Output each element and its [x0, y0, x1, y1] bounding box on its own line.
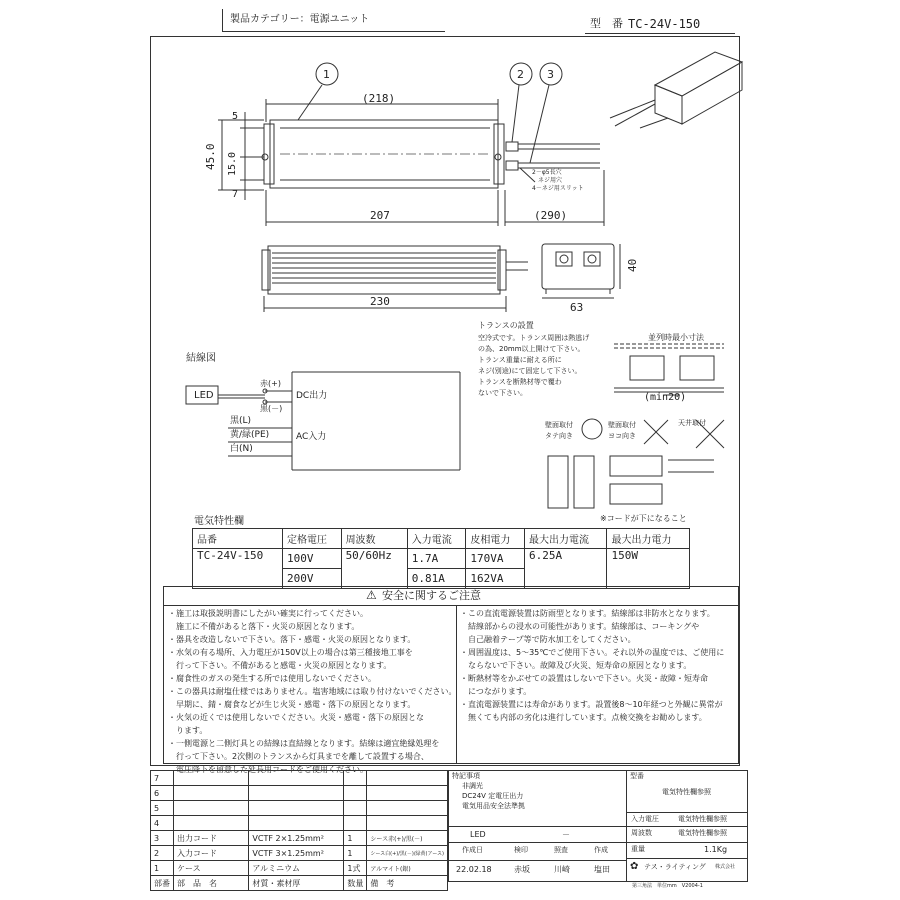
bom-header: 部番	[151, 876, 174, 891]
wiring-yellow-green: 黄/緑(PE)	[230, 430, 270, 440]
safety-right-line: につながります。	[460, 687, 532, 696]
header-category: 製品カテゴリー：電源ユニット	[230, 14, 370, 25]
bom-header: 備 考	[367, 876, 448, 891]
bom-qty: 1	[344, 846, 367, 861]
footer-note: 第三角法 単位mm V2004-1	[632, 883, 703, 889]
bom-note: シース白(+)/黒(－)/緑黄(アース)	[367, 846, 448, 861]
bom-qty	[344, 801, 367, 816]
safety-left-line: ります。	[168, 726, 208, 735]
safety-left-line: ・施工は取扱説明書にしたがい確実に行ってください。	[168, 609, 368, 618]
bom-note	[367, 771, 448, 786]
title-row-line	[626, 858, 748, 859]
spec-header: 皮相電力	[466, 529, 525, 549]
company-suffix: 株式会社	[715, 864, 736, 870]
spec-freq: 50/60Hz	[341, 549, 407, 589]
cord-note: ※コードが下になること	[600, 514, 687, 523]
bom-header: 数量	[344, 876, 367, 891]
spec-va: 162VA	[466, 569, 525, 589]
bom-part: ケース	[174, 861, 249, 876]
make-value: 塩田	[594, 865, 610, 874]
dim-end-width: 63	[570, 301, 584, 314]
bom-note: シース赤(+)/黒(－)	[367, 831, 448, 846]
wiring-black-minus: 黒(－)	[260, 404, 283, 413]
spec-va: 170VA	[466, 549, 525, 569]
date-value: 22.02.18	[456, 865, 492, 874]
callout-1: 1	[323, 68, 330, 81]
tb-weight-label: 重量	[631, 845, 645, 853]
company-logo-icon: ✿	[630, 861, 639, 872]
safety-left-line: ・この器具は耐塩仕様ではありません。塩害地域には取り付けないでください。	[168, 687, 457, 696]
bom-header: 部 品 名	[174, 876, 249, 891]
bom-note	[367, 786, 448, 801]
bom-row	[151, 801, 448, 816]
bom-no: 4	[151, 816, 174, 831]
bom-no: 7	[151, 771, 174, 786]
tb-freq-value: 電気特性欄参照	[678, 829, 727, 837]
note-line: DC24V 定電圧出力	[462, 792, 524, 800]
bom-material	[249, 786, 344, 801]
dim-bottom-length: 230	[370, 295, 390, 308]
check-label: 検印	[514, 846, 528, 854]
safety-title: 安全に関するご注意	[382, 589, 481, 602]
dim-7: 7	[232, 189, 239, 200]
title-row-line	[626, 826, 748, 827]
spec-out-current: 6.25A	[524, 549, 607, 589]
install-title: トランスの設置	[478, 321, 534, 330]
title-row-line	[448, 826, 626, 827]
bom-no: 6	[151, 786, 174, 801]
bom-table	[150, 770, 448, 891]
bom-qty	[344, 786, 367, 801]
spec-model: TC-24V-150	[193, 549, 283, 589]
bom-material: VCTF 2×1.25mm²	[249, 831, 344, 846]
bom-part: 出力コード	[174, 831, 249, 846]
tb-model-value: 電気特性欄参照	[662, 788, 711, 796]
safety-left-line: ・水気の有る場所、入力電圧が150V以上の場合は第三種接地工事を	[168, 648, 413, 657]
bom-header-row	[151, 876, 448, 891]
install-notes	[478, 333, 589, 399]
bom-row	[151, 831, 448, 846]
wiring-red: 赤(+)	[260, 379, 281, 388]
cable-note-2: ネジ用穴	[538, 177, 563, 184]
dim-top-length: (218)	[362, 92, 396, 105]
safety-left-line: 行って下さい。2次側のトランスから灯具までを離して設置する場合、	[168, 752, 429, 761]
install-line: 空冷式です。トランス周囲は熱逃げ	[478, 334, 590, 342]
note-line: 非調光	[462, 782, 483, 790]
bom-material	[249, 771, 344, 786]
safety-left	[168, 607, 456, 776]
bom-row	[151, 846, 448, 861]
tb-model-label: 型番	[630, 772, 644, 780]
bom-note: アルマイト(銀)	[367, 861, 448, 876]
install-line: ないで下さい。	[478, 389, 527, 397]
safety-left-line: 電圧降下を留意した延長用コードをご使用ください。	[168, 765, 368, 774]
title-row-line	[448, 842, 626, 843]
dim-end-height: 40	[626, 258, 639, 272]
safety-right-line: ・直流電源装置には寿命があります。設置後8～10年経つと外観に異常が	[460, 700, 723, 709]
safety-right-line: 結線部からの浸水の可能性があります。結線部は、コーキングや	[460, 622, 700, 631]
safety-left-line: 施工に不備があると落下・火災の原因となります。	[168, 622, 360, 631]
bom-qty	[344, 771, 367, 786]
spec-out-power: 150W	[607, 549, 690, 589]
bom-row	[151, 816, 448, 831]
review-label: 照査	[554, 846, 568, 854]
safety-left-line: ・火気の近くでは使用しないでください。火災・感電・落下の原因とな	[168, 713, 424, 722]
wiring-dc-out: DC出力	[296, 391, 328, 401]
title-row-line	[448, 860, 626, 861]
dim-cable-length: (290)	[534, 209, 568, 222]
bom-part	[174, 816, 249, 831]
tb-freq-label: 周波数	[631, 829, 652, 837]
bom-no: 5	[151, 801, 174, 816]
safety-left-line: 早期に、錆・腐食などが生じ火災・感電・落下の原因となります。	[168, 700, 416, 709]
ceiling-label: 天井取付	[678, 419, 706, 427]
safety-left-line: 行って下さい。不備があると感電・火災の原因となります。	[168, 661, 392, 670]
dim-15: 15.0	[227, 151, 238, 176]
spec-current: 1.7A	[407, 549, 466, 569]
note-line: 電気用品安全法準拠	[462, 802, 525, 810]
bom-part	[174, 786, 249, 801]
wall-vertical-label: 壁面取付 タテ向き	[545, 421, 573, 440]
cable-note-3: 4－ネジ用スリット	[532, 185, 584, 192]
bom-part: 入力コード	[174, 846, 249, 861]
wiring-black-l: 黒(L)	[230, 416, 252, 426]
check-value: 赤坂	[514, 865, 530, 874]
wall-horizontal-label: 壁面取付 ヨコ向き	[608, 421, 636, 440]
spec-header: 品番	[193, 529, 283, 549]
safety-right	[460, 607, 724, 724]
bom-qty: 1式	[344, 861, 367, 876]
dim-min20: (min20)	[644, 392, 687, 403]
make-label: 作成	[594, 846, 608, 854]
safety-left-line: ・一側電源と二側灯具との結線は直結線となります。結線は適宜絶縁処理を	[168, 739, 440, 748]
bom-material	[249, 816, 344, 831]
bom-header: 材質・素材厚	[249, 876, 344, 891]
install-line: ネジ(別途)にて固定して下さい。	[478, 367, 582, 375]
spacing-title: 並列時最小寸法	[648, 333, 704, 342]
safety-right-line: ・この直流電源装置は防雨型となります。結線部は非防水となります。	[460, 609, 715, 618]
tb-weight-value: 1.1Kg	[704, 845, 728, 854]
spec-table	[192, 528, 690, 589]
spec-header: 最大出力電流	[524, 529, 607, 549]
header-model-label: 型 番	[590, 17, 623, 30]
header-model: TC-24V-150	[628, 17, 701, 31]
spec-current: 0.81A	[407, 569, 466, 589]
dim-total-length: 207	[370, 209, 390, 222]
spec-header: 入力電流	[407, 529, 466, 549]
wiring-ac-in: AC入力	[296, 432, 327, 442]
warning-icon: ⚠	[366, 588, 377, 602]
bom-row	[151, 861, 448, 876]
safety-right-line: ならないで下さい。故障及び火災、短寿命の原因となります。	[460, 661, 692, 670]
bom-no: 3	[151, 831, 174, 846]
wiring-title: 結線図	[186, 353, 216, 364]
cable-note-1: 2－φ5長穴	[532, 169, 562, 176]
notes-title: 特記事項	[452, 772, 480, 780]
company-name: テス・ライティング	[644, 863, 706, 871]
dim-5: 5	[232, 111, 239, 122]
callout-2: 2	[517, 68, 524, 81]
callout-3: 3	[547, 68, 554, 81]
safety-right-line: 無くても内部の劣化は進行しています。点検交換をお勧めします。	[460, 713, 707, 722]
bom-no: 2	[151, 846, 174, 861]
spec-voltage: 200V	[282, 569, 341, 589]
spec-title: 電気特性欄	[194, 516, 244, 527]
install-line: の為、20mm以上開けて下さい。	[478, 345, 585, 353]
wiring-led: LED	[194, 390, 214, 401]
bom-row	[151, 771, 448, 786]
spec-header: 最大出力電力	[607, 529, 690, 549]
title-row-line	[626, 842, 748, 843]
safety-left-line: ・腐食性のガスの発生する所では使用しないでください。	[168, 674, 376, 683]
review-value: 川崎	[554, 865, 570, 874]
led-label: LED	[470, 830, 486, 839]
tb-input-value: 電気特性欄参照	[678, 815, 727, 823]
install-line: トランスを断熱材等で覆わ	[478, 378, 562, 386]
install-line: トランス重量に耐える所に	[478, 356, 562, 364]
spec-header: 定格電圧	[282, 529, 341, 549]
bom-note	[367, 801, 448, 816]
bom-qty	[344, 816, 367, 831]
bom-part	[174, 801, 249, 816]
bom-row	[151, 786, 448, 801]
bom-material: アルミニウム	[249, 861, 344, 876]
led-value: －	[562, 830, 570, 839]
safety-left-line: ・器具を改造しないで下さい。落下・感電・火災の原因となります。	[168, 635, 416, 644]
safety-right-line: 自己融着テープ等で防水加工をしてください。	[460, 635, 636, 644]
dim-height: 45.0	[204, 143, 217, 170]
bom-material	[249, 801, 344, 816]
spec-header: 周波数	[341, 529, 407, 549]
title-row-line	[626, 812, 748, 813]
bom-qty: 1	[344, 831, 367, 846]
bom-part	[174, 771, 249, 786]
bom-material: VCTF 3×1.25mm²	[249, 846, 344, 861]
date-label: 作成日	[462, 846, 483, 854]
bom-no: 1	[151, 861, 174, 876]
wiring-white-n: 白(N)	[230, 444, 253, 454]
safety-right-line: ・周囲温度は、5～35℃でご使用下さい。それ以外の温度では、ご使用に	[460, 648, 725, 657]
spec-voltage: 100V	[282, 549, 341, 569]
bom-note	[367, 816, 448, 831]
safety-right-line: ・断熱材等をかぶせての設置はしないで下さい。火災・故障・短寿命	[460, 674, 708, 683]
tb-input-label: 入力電圧	[631, 815, 659, 823]
